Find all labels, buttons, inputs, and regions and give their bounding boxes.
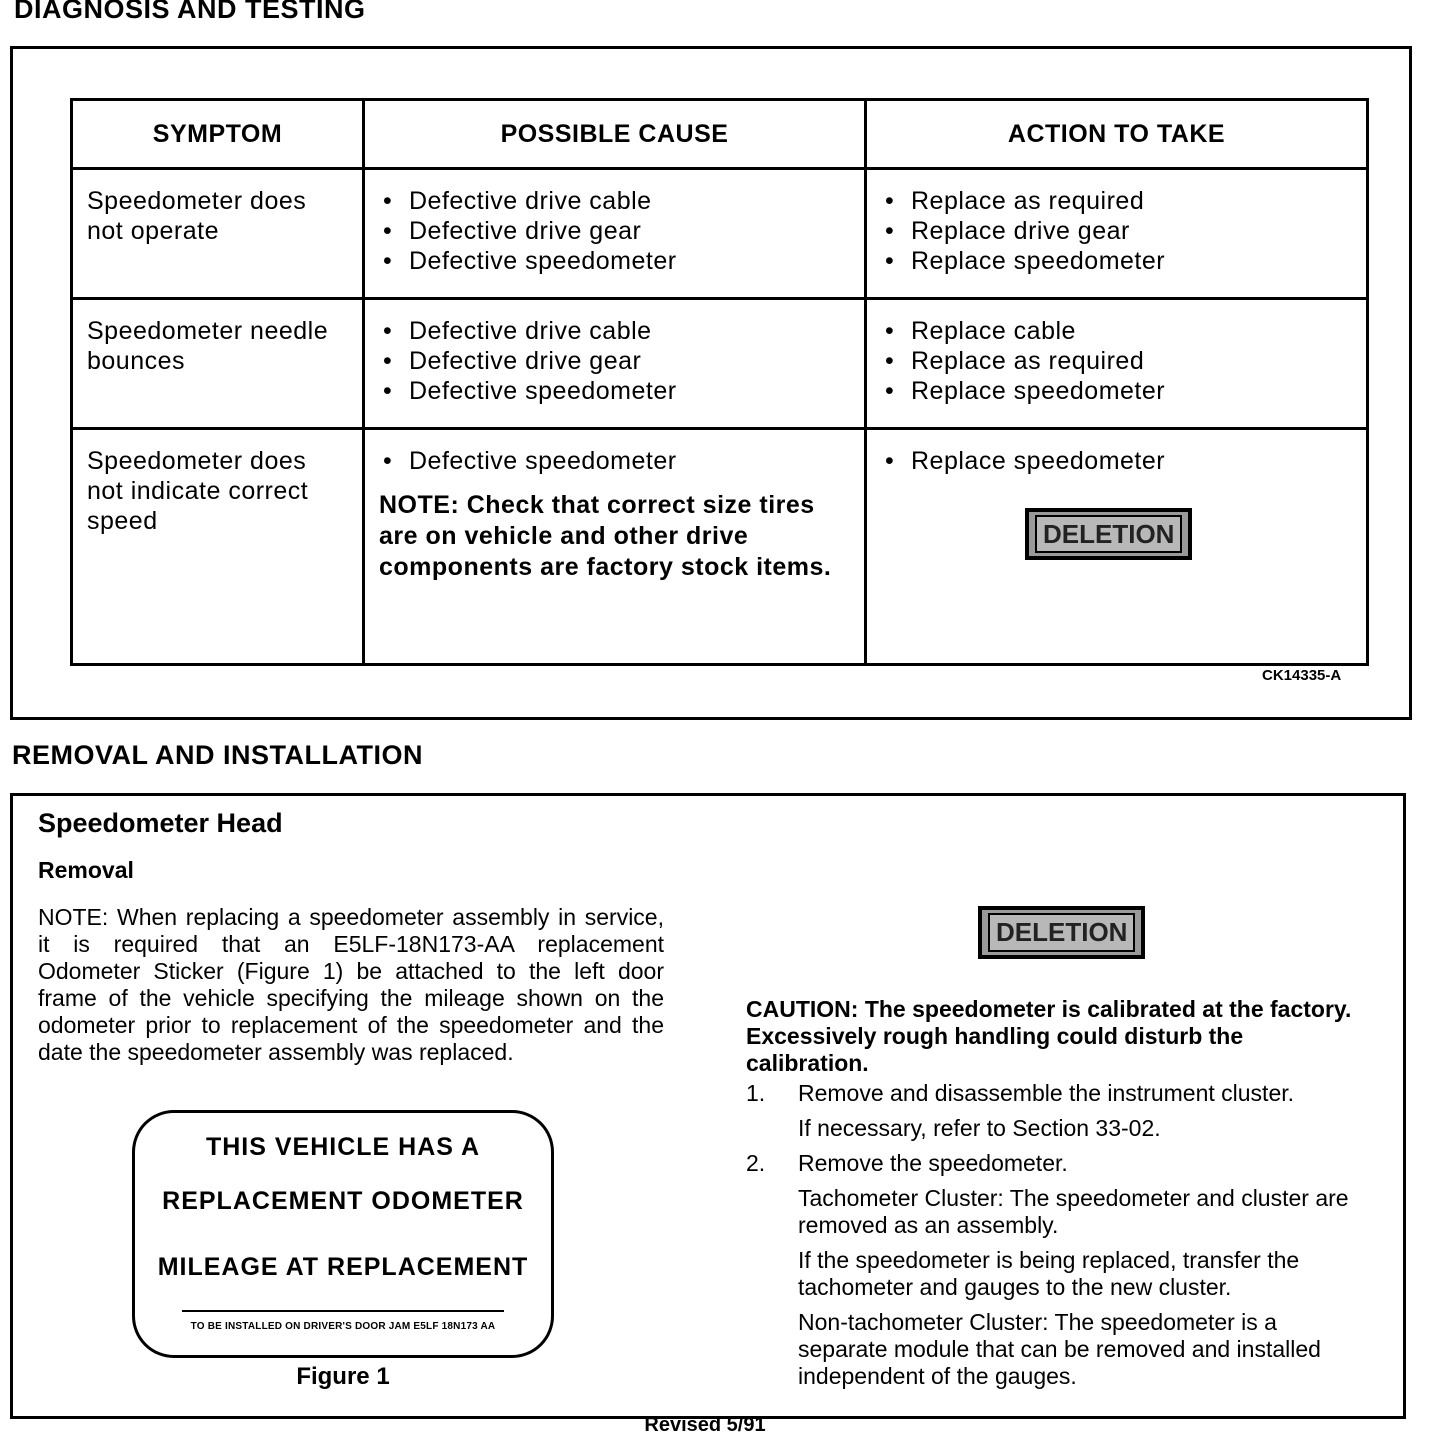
symptom-cell: Speedometer needle bounces xyxy=(72,299,364,429)
step-subtext: Tachometer Cluster: The speedometer and cluster are removed as an assembly. xyxy=(798,1185,1349,1238)
tire-size-note: NOTE: Check that correct size tires are on vehicle and other drive components are factory stock items. xyxy=(379,491,832,581)
step-item xyxy=(746,1080,1370,1142)
step-subtext: If the speedometer is being replaced, transfer the tachometer and gauges to the new cluster. xyxy=(798,1247,1300,1300)
sticker-line-2: REPLACEMENT ODOMETER xyxy=(162,1187,524,1215)
step-subtext: If necessary, refer to Section 33-02. xyxy=(798,1115,1161,1141)
deletion-stamp: DELETION xyxy=(978,906,1145,959)
step-subtext: Non-tachometer Cluster: The speedometer is a separate module that can be removed and installed independent of the gauges. xyxy=(798,1309,1321,1389)
diagnosis-table xyxy=(70,98,1369,666)
action-cell xyxy=(866,429,1368,665)
list-item: • Defective speedometer xyxy=(379,376,850,406)
table-row xyxy=(72,429,1368,665)
header-action-to-take: ACTION TO TAKE xyxy=(866,100,1368,169)
calibration-caution: CAUTION: The speedometer is calibrated at the factory. Excessively rough handling could disturb the calibration. xyxy=(746,996,1352,1076)
action-cell xyxy=(866,299,1368,429)
list-item: • Defective drive cable xyxy=(379,186,850,216)
diagnosis-heading: DIAGNOSIS AND TESTING xyxy=(14,0,366,24)
step-number: 2. xyxy=(746,1150,766,1176)
list-item: • Replace speedometer xyxy=(881,246,1352,276)
odometer-sticker-note: NOTE: When replacing a speedometer assembly in service, it is required that an E5LF-18N173-AA replacement Odometer Sticker (Figure 1) be attached to the left door frame of the vehicle specifying the mileage shown on the odometer prior to replacement of the speedometer and the date the speedometer assembly was replaced. xyxy=(38,904,664,1065)
list-item: • Defective drive cable xyxy=(379,316,850,346)
cause-cell xyxy=(364,169,866,299)
figure-reference: CK14335-A xyxy=(1262,667,1342,684)
cause-cell xyxy=(364,299,866,429)
sticker-line-3: MILEAGE AT REPLACEMENT xyxy=(157,1253,529,1281)
revision-footer: Revised 5/91 xyxy=(644,1414,766,1436)
symptom-cell: Speedometer does not operate xyxy=(72,169,364,299)
figure-caption: Figure 1 xyxy=(296,1363,390,1390)
section-title: Speedometer Head xyxy=(38,808,283,838)
section-subtitle: Removal xyxy=(38,857,134,883)
step-text: Remove and disassemble the instrument cluster. xyxy=(798,1080,1295,1106)
list-item: • Replace speedometer xyxy=(881,376,1352,406)
list-item: • Defective drive gear xyxy=(379,346,850,376)
header-symptom: SYMPTOM xyxy=(72,100,364,169)
sticker-line-1: THIS VEHICLE HAS A xyxy=(205,1133,481,1161)
header-possible-cause: POSSIBLE CAUSE xyxy=(364,100,866,169)
list-item: • Replace speedometer xyxy=(881,446,1352,476)
deletion-stamp: DELETION xyxy=(1025,508,1192,560)
list-item: • Replace drive gear xyxy=(881,216,1352,246)
step-text: Remove the speedometer. xyxy=(798,1150,1068,1176)
action-cell xyxy=(866,169,1368,299)
list-item: • Defective drive gear xyxy=(379,216,850,246)
odometer-sticker xyxy=(132,1110,554,1358)
mileage-write-line xyxy=(182,1310,504,1312)
table-row xyxy=(72,299,1368,429)
step-number: 1. xyxy=(746,1080,766,1106)
list-item: • Replace cable xyxy=(881,316,1352,346)
list-item: • Replace as required xyxy=(881,346,1352,376)
removal-steps xyxy=(746,1080,1370,1398)
table-row xyxy=(72,169,1368,299)
step-item xyxy=(746,1150,1370,1390)
sticker-fine-print: TO BE INSTALLED ON DRIVER'S DOOR JAM E5LF 18N173 AA xyxy=(190,1321,496,1332)
list-item: • Defective speedometer xyxy=(379,446,850,476)
list-item: • Replace as required xyxy=(881,186,1352,216)
list-item: • Defective speedometer xyxy=(379,246,850,276)
symptom-cell: Speedometer does not indicate correct speed xyxy=(72,429,364,665)
cause-cell xyxy=(364,429,866,665)
removal-heading: REMOVAL AND INSTALLATION xyxy=(12,740,423,770)
